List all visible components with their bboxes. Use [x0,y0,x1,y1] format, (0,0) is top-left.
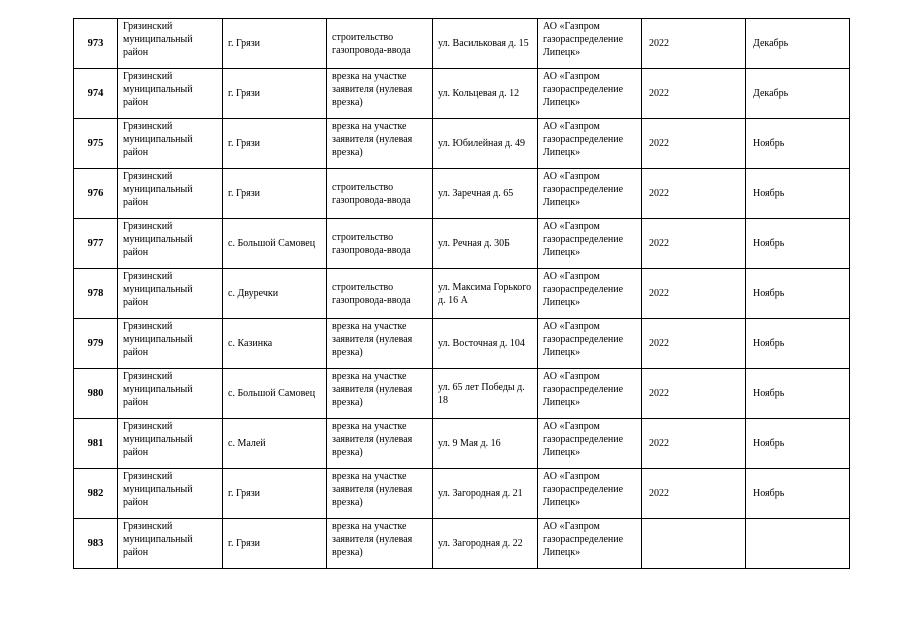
year-cell: 2022 [642,269,746,319]
month-cell: Ноябрь [746,219,850,269]
address-cell: ул. Заречная д. 65 [433,169,538,219]
row-number: 978 [74,269,118,319]
address-cell: ул. 9 Мая д. 16 [433,419,538,469]
organization-cell: АО «Газпром газораспределение Липецк» [538,519,642,569]
table-body [74,19,850,569]
month-cell: Ноябрь [746,169,850,219]
work-type-cell: строительство газопровода-ввода [327,169,433,219]
month-cell: Ноябрь [746,269,850,319]
work-type-cell: строительство газопровода-ввода [327,269,433,319]
work-type-cell: врезка на участке заявителя (нулевая врезка) [327,69,433,119]
address-cell: ул. Васильковая д. 15 [433,19,538,69]
gasification-table [73,18,850,569]
table-row [74,519,850,569]
row-number: 979 [74,319,118,369]
district-cell: Грязинский муниципальный район [118,169,223,219]
row-number: 974 [74,69,118,119]
organization-cell: АО «Газпром газораспределение Липецк» [538,269,642,319]
organization-cell: АО «Газпром газораспределение Липецк» [538,69,642,119]
district-cell: Грязинский муниципальный район [118,19,223,69]
organization-cell: АО «Газпром газораспределение Липецк» [538,469,642,519]
district-cell: Грязинский муниципальный район [118,519,223,569]
address-cell: ул. Загородная д. 21 [433,469,538,519]
address-cell: ул. Загородная д. 22 [433,519,538,569]
address-cell: ул. Восточная д. 104 [433,319,538,369]
work-type-cell: врезка на участке заявителя (нулевая врезка) [327,419,433,469]
district-cell: Грязинский муниципальный район [118,269,223,319]
district-cell: Грязинский муниципальный район [118,419,223,469]
table-row [74,169,850,219]
year-cell [642,519,746,569]
locality-cell: г. Грязи [223,469,327,519]
locality-cell: г. Грязи [223,169,327,219]
year-cell: 2022 [642,19,746,69]
year-cell: 2022 [642,419,746,469]
work-type-cell: врезка на участке заявителя (нулевая врезка) [327,319,433,369]
locality-cell: с. Двуречки [223,269,327,319]
table-row [74,469,850,519]
locality-cell: г. Грязи [223,19,327,69]
row-number: 977 [74,219,118,269]
month-cell [746,519,850,569]
work-type-cell: врезка на участке заявителя (нулевая врезка) [327,369,433,419]
table-row [74,369,850,419]
organization-cell: АО «Газпром газораспределение Липецк» [538,219,642,269]
organization-cell: АО «Газпром газораспределение Липецк» [538,169,642,219]
address-cell: ул. Речная д. 30Б [433,219,538,269]
district-cell: Грязинский муниципальный район [118,69,223,119]
table-row [74,319,850,369]
table-row [74,69,850,119]
locality-cell: с. Большой Самовец [223,369,327,419]
table-row [74,419,850,469]
row-number: 981 [74,419,118,469]
table-row [74,119,850,169]
district-cell: Грязинский муниципальный район [118,219,223,269]
district-cell: Грязинский муниципальный район [118,119,223,169]
table-row [74,19,850,69]
work-type-cell: врезка на участке заявителя (нулевая врезка) [327,119,433,169]
year-cell: 2022 [642,469,746,519]
table-row [74,219,850,269]
address-cell: ул. Максима Горького д. 16 А [433,269,538,319]
row-number: 976 [74,169,118,219]
month-cell: Ноябрь [746,469,850,519]
row-number: 973 [74,19,118,69]
year-cell: 2022 [642,219,746,269]
organization-cell: АО «Газпром газораспределение Липецк» [538,119,642,169]
locality-cell: с. Большой Самовец [223,219,327,269]
locality-cell: с. Малей [223,419,327,469]
locality-cell: г. Грязи [223,119,327,169]
district-cell: Грязинский муниципальный район [118,369,223,419]
address-cell: ул. Юбилейная д. 49 [433,119,538,169]
organization-cell: АО «Газпром газораспределение Липецк» [538,419,642,469]
row-number: 982 [74,469,118,519]
year-cell: 2022 [642,319,746,369]
organization-cell: АО «Газпром газораспределение Липецк» [538,19,642,69]
locality-cell: с. Казинка [223,319,327,369]
district-cell: Грязинский муниципальный район [118,469,223,519]
organization-cell: АО «Газпром газораспределение Липецк» [538,319,642,369]
year-cell: 2022 [642,69,746,119]
month-cell: Ноябрь [746,119,850,169]
month-cell: Ноябрь [746,419,850,469]
row-number: 983 [74,519,118,569]
locality-cell: г. Грязи [223,519,327,569]
month-cell: Ноябрь [746,319,850,369]
month-cell: Декабрь [746,19,850,69]
work-type-cell: строительство газопровода-ввода [327,219,433,269]
month-cell: Декабрь [746,69,850,119]
month-cell: Ноябрь [746,369,850,419]
work-type-cell: врезка на участке заявителя (нулевая врезка) [327,519,433,569]
row-number: 975 [74,119,118,169]
year-cell: 2022 [642,369,746,419]
year-cell: 2022 [642,169,746,219]
work-type-cell: строительство газопровода-ввода [327,19,433,69]
year-cell: 2022 [642,119,746,169]
table-row [74,269,850,319]
district-cell: Грязинский муниципальный район [118,319,223,369]
address-cell: ул. 65 лет Победы д. 18 [433,369,538,419]
locality-cell: г. Грязи [223,69,327,119]
organization-cell: АО «Газпром газораспределение Липецк» [538,369,642,419]
row-number: 980 [74,369,118,419]
address-cell: ул. Кольцевая д. 12 [433,69,538,119]
work-type-cell: врезка на участке заявителя (нулевая врезка) [327,469,433,519]
